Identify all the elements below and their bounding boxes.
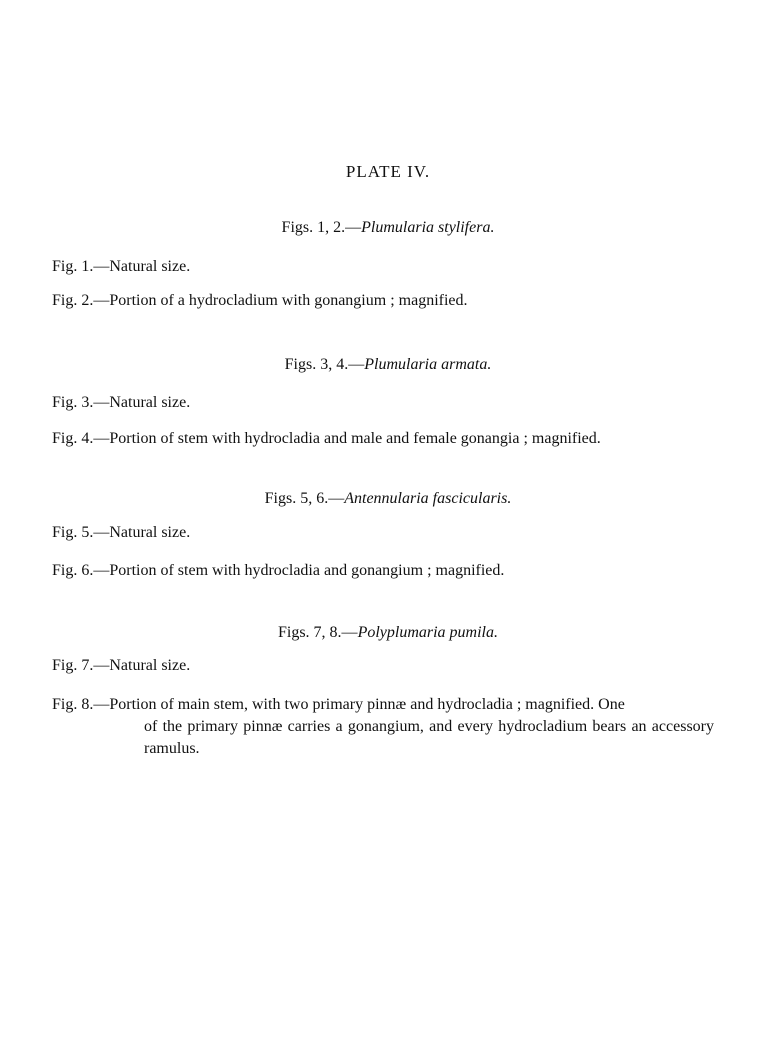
section-heading-antennularia-fascicularis [0,490,776,508]
figure-caption-5 [52,524,190,542]
figure-caption-3 [52,394,190,412]
section-heading-plumularia-armata [0,356,776,374]
figure-text: —Portion of stem with hydrocladia and male and female gonangia ; magnified. [93,430,601,447]
species-name: Antennularia fascicularis. [344,490,512,507]
figure-label: Fig. 4. [52,430,94,447]
species-name: Polyplumaria pumila. [357,624,498,641]
species-name: Plumularia stylifera. [361,219,495,236]
heading-prefix: Figs. 1, 2.— [281,219,362,236]
figure-label: Fig. 8. [52,696,94,713]
heading-prefix: Figs. 5, 6.— [264,490,345,507]
figure-caption-2 [52,292,468,310]
figure-label: Fig. 2. [52,292,94,309]
plate-title: PLATE IV. [345,162,431,181]
figure-label: Fig. 1. [52,258,94,275]
figure-text: —Natural size. [93,657,191,674]
species-name: Plumularia armata. [364,356,492,373]
figure-caption-8 [52,694,714,760]
section-heading-polyplumaria-pumila [0,624,776,642]
figure-text: —Natural size. [93,394,191,411]
figure-caption-8-first-line [52,696,625,713]
figure-caption-8-continuation: of the primary pinnæ carries a gonangium, and every hydrocladium bears an accessory ramulus. [144,718,714,757]
figure-text: —Portion of main stem, with two primary pinnæ and hydrocladia ; magnified. One [93,696,625,713]
heading-prefix: Figs. 7, 8.— [277,624,358,641]
figure-caption-1 [52,258,190,276]
figure-text: —Natural size. [93,258,191,275]
figure-label: Fig. 5. [52,524,94,541]
figure-label: Fig. 6. [52,562,94,579]
figure-text: —Portion of stem with hydrocladia and gonangium ; magnified. [93,562,505,579]
figure-caption-4 [52,430,601,448]
figure-label: Fig. 3. [52,394,94,411]
figure-text: —Natural size. [93,524,191,541]
figure-caption-6 [52,562,504,580]
figure-label: Fig. 7. [52,657,94,674]
heading-prefix: Figs. 3, 4.— [284,356,365,373]
figure-caption-7 [52,657,190,675]
figure-text: —Portion of a hydrocladium with gonangium ; magnified. [93,292,468,309]
section-heading-plumularia-stylifera [0,219,776,237]
